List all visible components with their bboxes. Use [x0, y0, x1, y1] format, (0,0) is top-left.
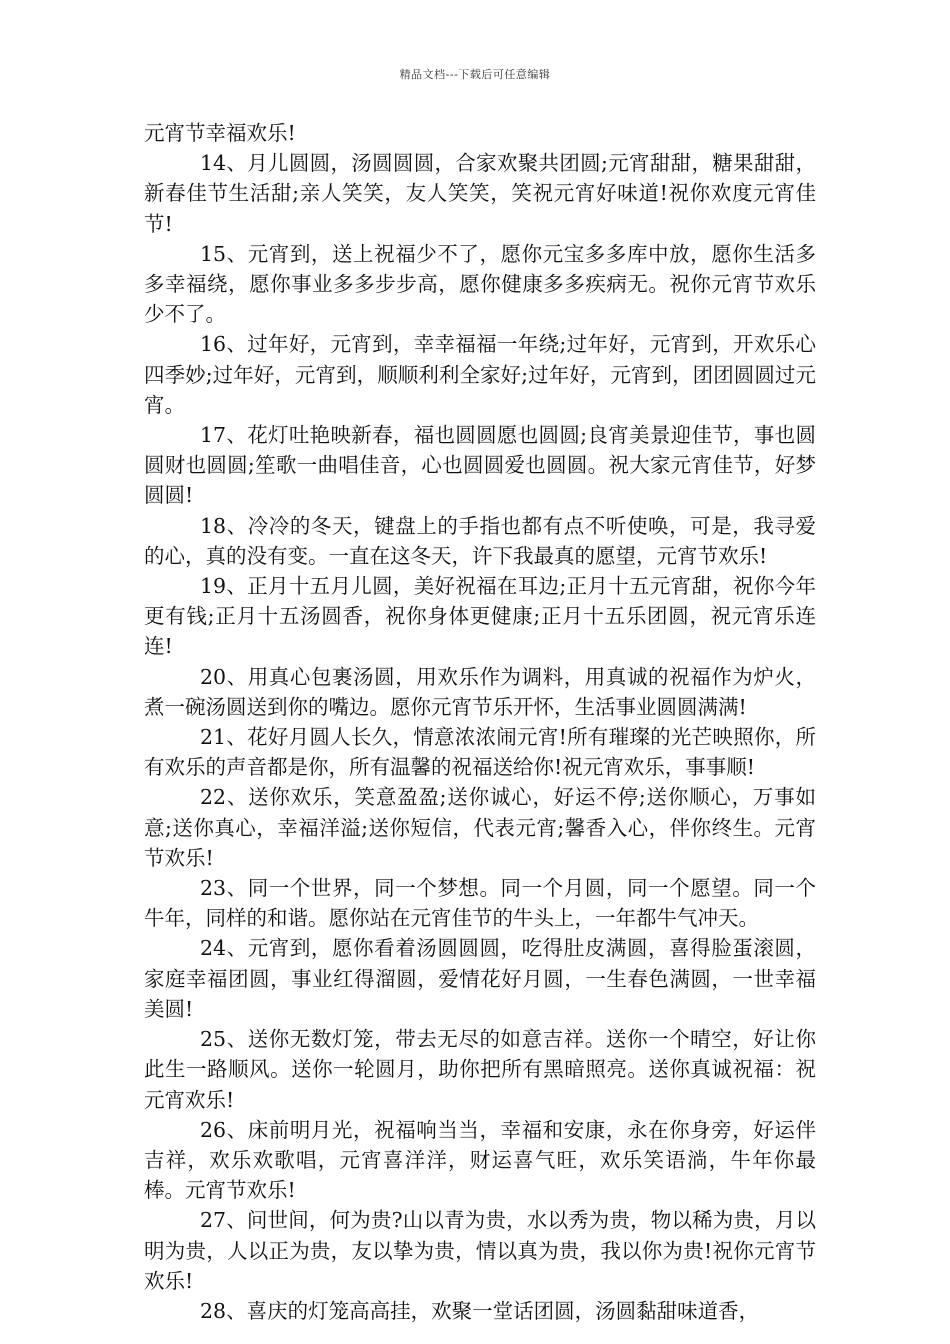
paragraph: 元宵节幸福欢乐!	[144, 121, 296, 145]
paragraph: 26、床前明月光，祝福响当当，幸福和安康，永在你身旁，好运伴吉祥，欢乐欢歌唱，元宵喜洋洋，财运喜气旺，欢乐笑语淌，牛年你最棒。元宵节欢乐!	[144, 1117, 816, 1203]
paragraph: 19、正月十五月儿圆，美好祝福在耳边;正月十五元宵甜，祝你今年更有钱;正月十五汤圆香，祝你身体更健康;正月十五乐团圆，祝元宵乐连连!	[144, 574, 816, 659]
paragraph: 20、用真心包裹汤圆，用欢乐作为调料，用真诚的祝福作为炉火，煮一碗汤圆送到你的嘴边。愿你元宵节乐开怀，生活事业圆圆满满!	[144, 664, 816, 719]
paragraph: 24、元宵到，愿你看着汤圆圆圆，吃得肚皮满圆，喜得脸蛋滚圆，家庭幸福团圆，事业红得溜圆，爱情花好月圆，一生春色满圆，一世幸福美圆!	[144, 936, 816, 1021]
paragraph: 23、同一个世界，同一个梦想。同一个月圆，同一个愿望。同一个牛年，同样的和谐。愿你站在元宵佳节的牛头上，一年都牛气冲天。	[144, 876, 816, 931]
paragraph: 18、冷冷的冬天，键盘上的手指也都有点不听使唤，可是，我寻爱的心，真的没有变。一直在这冬天，许下我最真的愿望，元宵节欢乐!	[144, 513, 816, 568]
paragraph: 21、花好月圆人长久，情意浓浓闹元宵!所有璀璨的光芒映照你，所有欢乐的声音都是你，所有温馨的祝福送给你!祝元宵欢乐，事事顺!	[144, 725, 816, 780]
page-header: 精品文档---下载后可任意编辑	[399, 68, 551, 81]
paragraph: 25、送你无数灯笼，带去无尽的如意吉祥。送你一个晴空，好让你此生一路顺风。送你一轮圆月，助你把所有黑暗照亮。送你真诚祝福：祝元宵欢乐!	[144, 1027, 816, 1112]
paragraph: 22、送你欢乐，笑意盈盈;送你诚心，好运不停;送你顺心，万事如意;送你真心，幸福洋溢;送你短信，代表元宵;馨香入心，伴你终生。元宵节欢乐!	[144, 785, 816, 870]
paragraph: 27、问世间，何为贵?山以青为贵，水以秀为贵，物以稀为贵，月以明为贵，人以正为贵，友以挚为贵，情以真为贵，我以你为贵!祝你元宵节欢乐!	[144, 1208, 816, 1293]
paragraph: 17、花灯吐艳映新春，福也圆圆愿也圆圆;良宵美景迎佳节，事也圆圆财也圆圆;笙歌一曲唱佳音，心也圆圆爱也圆圆。祝大家元宵佳节，好梦圆圆!	[144, 423, 816, 508]
document-body	[144, 118, 816, 1326]
paragraph: 28、喜庆的灯笼高高挂，欢聚一堂话团圆，汤圆黏甜味道香，	[200, 1298, 760, 1323]
paragraph: 16、过年好，元宵到，幸幸福福一年绕;过年好，元宵到，开欢乐心四季妙;过年好，元宵到，顺顺利利全家好;过年好，元宵到，团团圆圆过元宵。	[144, 332, 816, 417]
paragraph: 15、元宵到，送上祝福少不了，愿你元宝多多库中放，愿你生活多多幸福绕，愿你事业多多步步高，愿你健康多多疾病无。祝你元宵节欢乐少不了。	[144, 241, 816, 327]
paragraph: 14、月儿圆圆，汤圆圆圆，合家欢聚共团圆;元宵甜甜，糖果甜甜，新春佳节生活甜;亲人笑笑，友人笑笑，笑祝元宵好味道!祝你欢度元宵佳节!	[144, 151, 816, 236]
